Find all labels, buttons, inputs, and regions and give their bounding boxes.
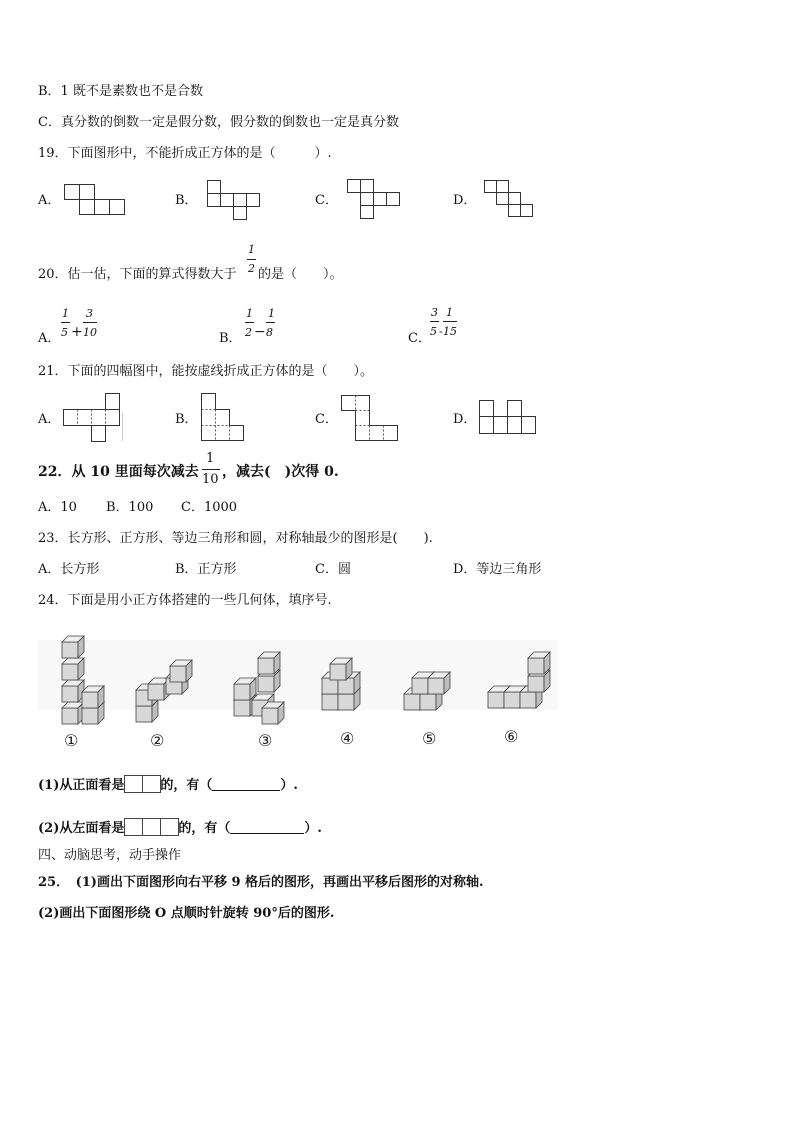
q24-part2: [38, 818, 322, 837]
q24-part1-end: ）.: [280, 778, 298, 793]
q20-stem-denominator: 2: [248, 262, 255, 275]
q24-part1-post: 的，有（: [160, 778, 213, 793]
q21-net-a: [63, 393, 125, 445]
q20-stem-fraction-bar: [247, 259, 256, 260]
q20-a-bar2: [83, 322, 97, 323]
q24-label-3: ③: [258, 731, 273, 750]
q19-net-b: [207, 180, 263, 222]
q23-option-c: C．圆: [315, 562, 351, 577]
q20-stem-pre: 20．估一估，下面的算式得数大于: [38, 267, 237, 282]
q20-option-a: A．: [38, 331, 61, 346]
q24-part2-post: 的，有（: [178, 821, 231, 836]
q19-option-b: B．: [175, 193, 198, 208]
q24-cube-figures: [38, 630, 558, 750]
q22-option-c: C．1000: [181, 500, 238, 515]
q24-label-4: ④: [340, 729, 355, 748]
q24-part2-end: ）.: [304, 821, 322, 836]
section-4-heading: 四、动脑思考，动手操作: [38, 848, 182, 863]
q24-part2-pre: (2)从左面看是: [38, 821, 125, 836]
q20-b-den2: 8: [266, 326, 273, 339]
q20-b-bar1: [245, 322, 254, 323]
q24-part2-answer-blank[interactable]: [230, 821, 304, 834]
q23-stem: 23．长方形、正方形、等边三角形和圆，对称轴最少的图形是( ).: [38, 531, 433, 546]
q19-option-c: C．: [315, 193, 338, 208]
q21-option-c: C．: [315, 412, 338, 427]
q20-a-den1: 5: [61, 326, 68, 339]
q23-option-d: D．等边三角形: [453, 562, 542, 577]
q20-b-operator: −: [254, 324, 266, 340]
q22-denominator: 10: [202, 472, 219, 487]
q22-stem-pre: 22．从 10 里面每次减去: [38, 464, 199, 480]
q24-stem: 24．下面是用小正方体搭建的一些几何体，填序号.: [38, 593, 332, 608]
q20-c-den2: 15: [443, 325, 457, 338]
option-b-line: B．1 既不是素数也不是合数: [38, 84, 203, 99]
q19-net-a: [64, 184, 128, 218]
view-square: [142, 818, 161, 836]
q19-option-d: D．: [453, 193, 477, 208]
q21-net-b: [201, 393, 247, 443]
q23-option-a: A．长方形: [38, 562, 100, 577]
q20-b-den1: 2: [245, 326, 252, 339]
q21-option-b: B．: [175, 412, 198, 427]
q21-option-a: A．: [38, 412, 61, 427]
q20-c-operator: -: [439, 325, 443, 338]
q20-c-num2: 1: [446, 306, 453, 319]
view-square: [142, 775, 161, 793]
q24-part1-pre: (1)从正面看是: [38, 778, 125, 793]
q20-a-operator: +: [71, 324, 83, 340]
q20-c-num1: 3: [431, 306, 438, 319]
q22-option-b: B．100: [106, 500, 154, 515]
q25-part2: (2)画出下面图形绕 O 点顺时针旋转 90°后的图形.: [38, 906, 335, 921]
q24-label-6: ⑥: [504, 727, 519, 746]
q20-c-bar2: [443, 321, 457, 322]
view-square: [160, 818, 179, 836]
q21-stem: 21．下面的四幅图中，能按虚线折成正方体的是（ ）。: [38, 364, 374, 379]
q19-net-d: [484, 180, 536, 220]
q24-label-2: ②: [150, 731, 165, 750]
q24-part1: [38, 775, 298, 794]
q22-numerator: 1: [206, 451, 215, 466]
q19-option-a: A．: [38, 193, 61, 208]
q21-option-d: D．: [453, 412, 477, 427]
q20-a-bar1: [61, 322, 70, 323]
q24-part1-answer-blank[interactable]: [212, 778, 280, 791]
view-square: [124, 818, 143, 836]
q24-label-5: ⑤: [422, 729, 437, 748]
q20-a-num1: 1: [62, 307, 69, 320]
option-c-line: C．真分数的倒数一定是假分数，假分数的倒数也一定是真分数: [38, 115, 399, 130]
q23-option-b: B．正方形: [175, 562, 237, 577]
q22-fraction-bar: [202, 469, 220, 470]
q20-a-den2: 10: [83, 326, 97, 339]
q21-net-d: [479, 400, 541, 438]
q22-stem-post: ，减去( )次得 0.: [222, 464, 339, 480]
q20-stem-post: 的是（ ）。: [258, 267, 343, 282]
q20-b-bar2: [266, 322, 275, 323]
q19-stem: 19．下面图形中，不能折成正方体的是（ ）.: [38, 146, 332, 161]
q20-a-num2: 3: [86, 307, 93, 320]
q21-net-c: [341, 395, 399, 443]
q19-net-c: [347, 179, 401, 219]
view-square: [124, 775, 143, 793]
q22-option-a: A．10: [38, 500, 77, 515]
q20-c-den1: 5: [430, 325, 437, 338]
q20-option-c: C．: [408, 331, 431, 346]
q20-b-num2: 1: [268, 307, 275, 320]
q24-label-1: ①: [64, 731, 79, 750]
q20-b-num1: 1: [246, 307, 253, 320]
q20-c-bar1: [430, 321, 439, 322]
q20-stem-numerator: 1: [248, 243, 255, 256]
q25-part1: 25． (1)画出下面图形向右平移 9 格后的图形，再画出平移后图形的对称轴.: [38, 875, 484, 890]
q20-option-b: B．: [219, 331, 242, 346]
